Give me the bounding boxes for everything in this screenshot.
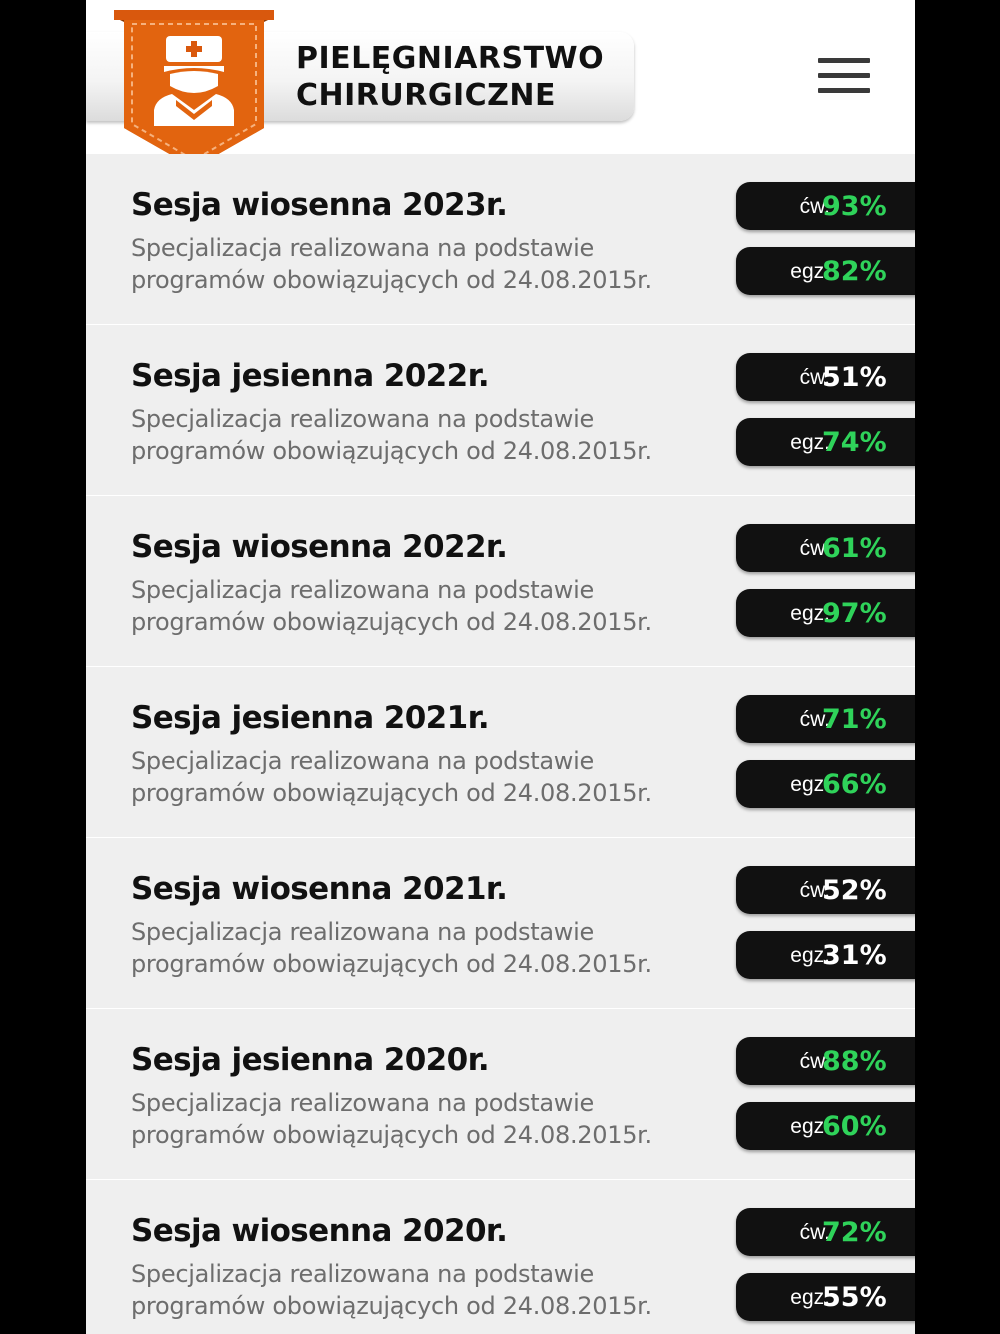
session-row[interactable]	[86, 496, 915, 667]
session-description: Specjalizacja realizowana na podstawie programów obowiązujących od 24.08.2015r.	[131, 405, 652, 465]
exam-score-badge	[736, 247, 915, 295]
session-description: Specjalizacja realizowana na podstawie programów obowiązujących od 24.08.2015r.	[131, 234, 652, 294]
app-screen	[86, 0, 915, 1334]
exercise-score-badge	[736, 1037, 915, 1085]
session-title: Sesja wiosenna 2021r.	[131, 871, 508, 907]
exercise-score-label: ćw.	[799, 1050, 830, 1073]
exercise-score-label: ćw.	[799, 195, 830, 218]
hamburger-menu-icon[interactable]	[818, 58, 870, 96]
exam-score-badge	[736, 418, 915, 466]
session-description: Specjalizacja realizowana na podstawie programów obowiązujących od 24.08.2015r.	[131, 747, 652, 807]
session-row[interactable]	[86, 667, 915, 838]
session-row[interactable]	[86, 325, 915, 496]
menu-bar	[818, 58, 870, 63]
menu-bar	[818, 73, 870, 78]
exercise-score-label: ćw.	[799, 879, 830, 902]
exercise-score-label: ćw.	[799, 1221, 830, 1244]
menu-bar	[818, 88, 870, 93]
exercise-score-value: 72%	[822, 1217, 887, 1248]
exam-score-label: egz.	[790, 431, 830, 454]
exam-score-label: egz.	[790, 944, 830, 967]
session-title: Sesja wiosenna 2022r.	[131, 529, 508, 565]
exercise-score-label: ćw.	[799, 366, 830, 389]
exercise-score-badge	[736, 1208, 915, 1256]
exam-score-label: egz.	[790, 773, 830, 796]
exam-score-value: 82%	[822, 256, 887, 287]
session-row[interactable]	[86, 1180, 915, 1334]
session-title: Sesja jesienna 2022r.	[131, 358, 490, 394]
exercise-score-value: 52%	[822, 875, 887, 906]
exercise-score-label: ćw.	[799, 708, 830, 731]
exercise-score-badge	[736, 524, 915, 572]
exam-score-value: 97%	[822, 598, 887, 629]
nurse-icon	[114, 6, 274, 172]
exercise-score-value: 71%	[822, 704, 887, 735]
exercise-score-badge	[736, 182, 915, 230]
exam-score-label: egz.	[790, 1115, 830, 1138]
exercise-score-badge	[736, 866, 915, 914]
exam-score-value: 60%	[822, 1111, 887, 1142]
app-title	[296, 40, 604, 114]
exam-score-label: egz.	[790, 602, 830, 625]
exercise-score-value: 88%	[822, 1046, 887, 1077]
exercise-score-badge	[736, 695, 915, 743]
exam-score-value: 66%	[822, 769, 887, 800]
exam-score-label: egz.	[790, 1286, 830, 1309]
exam-score-badge	[736, 760, 915, 808]
session-row[interactable]	[86, 154, 915, 325]
exercise-score-label: ćw.	[799, 537, 830, 560]
session-title: Sesja jesienna 2021r.	[131, 700, 490, 736]
session-row[interactable]	[86, 1009, 915, 1180]
session-row[interactable]	[86, 838, 915, 1009]
exercise-score-value: 61%	[822, 533, 887, 564]
session-title: Sesja wiosenna 2023r.	[131, 187, 508, 223]
exam-score-badge	[736, 931, 915, 979]
session-description: Specjalizacja realizowana na podstawie programów obowiązujących od 24.08.2015r.	[131, 1260, 652, 1320]
exercise-score-badge	[736, 353, 915, 401]
exam-score-badge	[736, 1102, 915, 1150]
session-title: Sesja jesienna 2020r.	[131, 1042, 490, 1078]
session-description: Specjalizacja realizowana na podstawie programów obowiązujących od 24.08.2015r.	[131, 918, 652, 978]
app-title-line-2: CHIRURGICZNE	[296, 78, 557, 113]
exam-score-label: egz.	[790, 260, 830, 283]
exam-score-value: 74%	[822, 427, 887, 458]
session-description: Specjalizacja realizowana na podstawie programów obowiązujących od 24.08.2015r.	[131, 1089, 652, 1149]
exam-score-badge	[736, 1273, 915, 1321]
app-header	[86, 0, 915, 154]
exercise-score-value: 93%	[822, 191, 887, 222]
app-title-line-1: PIELĘGNIARSTWO	[296, 41, 605, 76]
exam-score-badge	[736, 589, 915, 637]
session-description: Specjalizacja realizowana na podstawie programów obowiązujących od 24.08.2015r.	[131, 576, 652, 636]
session-title: Sesja wiosenna 2020r.	[131, 1213, 508, 1249]
exam-score-value: 55%	[822, 1282, 887, 1313]
session-list	[86, 154, 915, 1334]
exercise-score-value: 51%	[822, 362, 887, 393]
exam-score-value: 31%	[822, 940, 887, 971]
